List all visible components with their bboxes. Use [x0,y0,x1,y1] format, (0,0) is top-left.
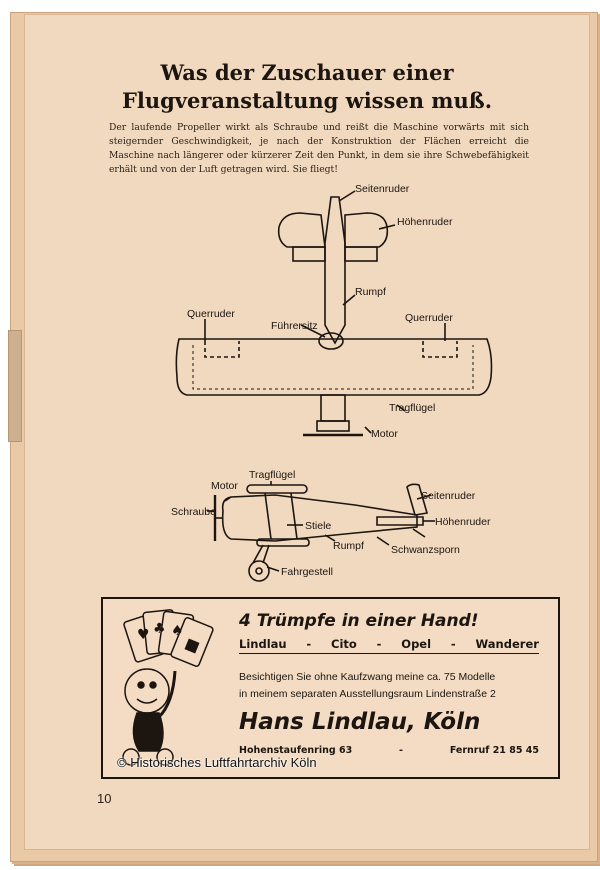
label-schraube: Schraube [171,506,216,518]
engine-radiator-shape [317,421,349,431]
watermark-text: © Historisches Luftfahrtarchiv Köln [117,755,317,770]
moon-face-mascot-icon [123,669,175,765]
label-fuehrersitz: Führersitz [271,320,318,332]
ad-illustration [109,605,235,769]
elevator-right-shape [345,213,387,247]
title-line-1: Was der Zuschauer einer [160,60,454,85]
wheel-shape [249,561,269,581]
upper-wing-side-shape [247,485,307,493]
ad-brand-opel: Opel [401,637,432,651]
strut-rear-shape [291,493,297,539]
ad-line-1: Besichtigen Sie ohne Kaufzwang meine ca. 75 Modelle [239,671,496,683]
wing-top-shape [176,339,491,395]
label-fahrgestell: Fahrgestell [281,566,333,578]
label-motor-top: Motor [371,428,398,440]
ad-brand-cito: Cito [331,637,357,651]
ad-brand-separator: - [450,637,456,651]
label-hoehenruder-top: Höhenruder [397,216,453,228]
label-tragfluegel-side: Tragflügel [249,469,296,481]
playing-cards-icon [123,610,214,668]
ad-brand-separator: - [376,637,382,651]
aircraft-diagram [25,15,589,595]
fuselage-top-shape [325,197,345,343]
label-seitenruder-top: Seitenruder [355,183,410,195]
intro-paragraph: Der laufende Propeller wirkt als Schraube und reißt die Maschine vorwärts mit sich steigernder Geschwindigkeit, je nach der Konstruktion der Flächen erreicht die Maschine nach längerer oder kürzerer Zeit den Punkt, in dem sie ihre Schwebefähigkeit erhält und von der Luft getragen wird. Sie fliegt! [109,122,529,175]
ad-address: Hohenstaufenring 63 [239,745,353,756]
label-querruder-left: Querruder [187,308,235,320]
elevator-side-shape [377,517,423,525]
svg-text:♥: ♥ [137,627,150,643]
engine-top-shape [321,395,345,421]
ad-phone: Fernruf 21 85 45 [449,745,539,756]
document-page [24,14,590,850]
ad-brand-separator: - [306,637,312,651]
advertisement-box [101,597,560,779]
label-querruder-right: Querruder [405,312,453,324]
ad-address-separator: - [399,745,403,756]
label-motor-side: Motor [211,480,238,492]
ad-description [239,669,551,703]
label-stiele: Stiele [305,520,332,532]
svg-text:♠: ♠ [171,623,184,639]
label-seitenruder-side: Seitenruder [421,490,476,502]
tail-skid-shape [413,529,425,537]
page-number: 10 [97,791,112,806]
strut-front-shape [265,493,271,539]
ad-brand-wanderer: Wanderer [475,637,539,651]
ad-company-name: Hans Lindlau, Köln [239,709,481,735]
svg-text:♣: ♣ [153,621,166,637]
elevator-left-shape [279,213,325,247]
aileron-left-shape [205,341,239,357]
label-rumpf-top: Rumpf [355,286,386,298]
label-tragfluegel-top: Tragflügel [389,402,436,414]
label-rumpf-side: Rumpf [333,540,364,552]
binding-tape [8,330,22,442]
fuselage-side-shape [223,495,417,541]
stabilizer-left-shape [293,247,325,261]
ad-brands-row [239,637,539,654]
ad-headline: 4 Trümpfe in einer Hand! [239,611,479,631]
label-schwanzsporn: Schwanzsporn [391,544,460,556]
ad-brand-lindlau: Lindlau [239,637,287,651]
ad-line-2: in meinem separaten Ausstellungsraum Lindenstraße 2 [239,688,496,700]
stabilizer-right-shape [345,247,377,261]
aileron-right-shape [423,341,457,357]
label-hoehenruder-side: Höhenruder [435,516,491,528]
title-line-2: Flugveranstaltung wissen muß. [121,88,493,113]
